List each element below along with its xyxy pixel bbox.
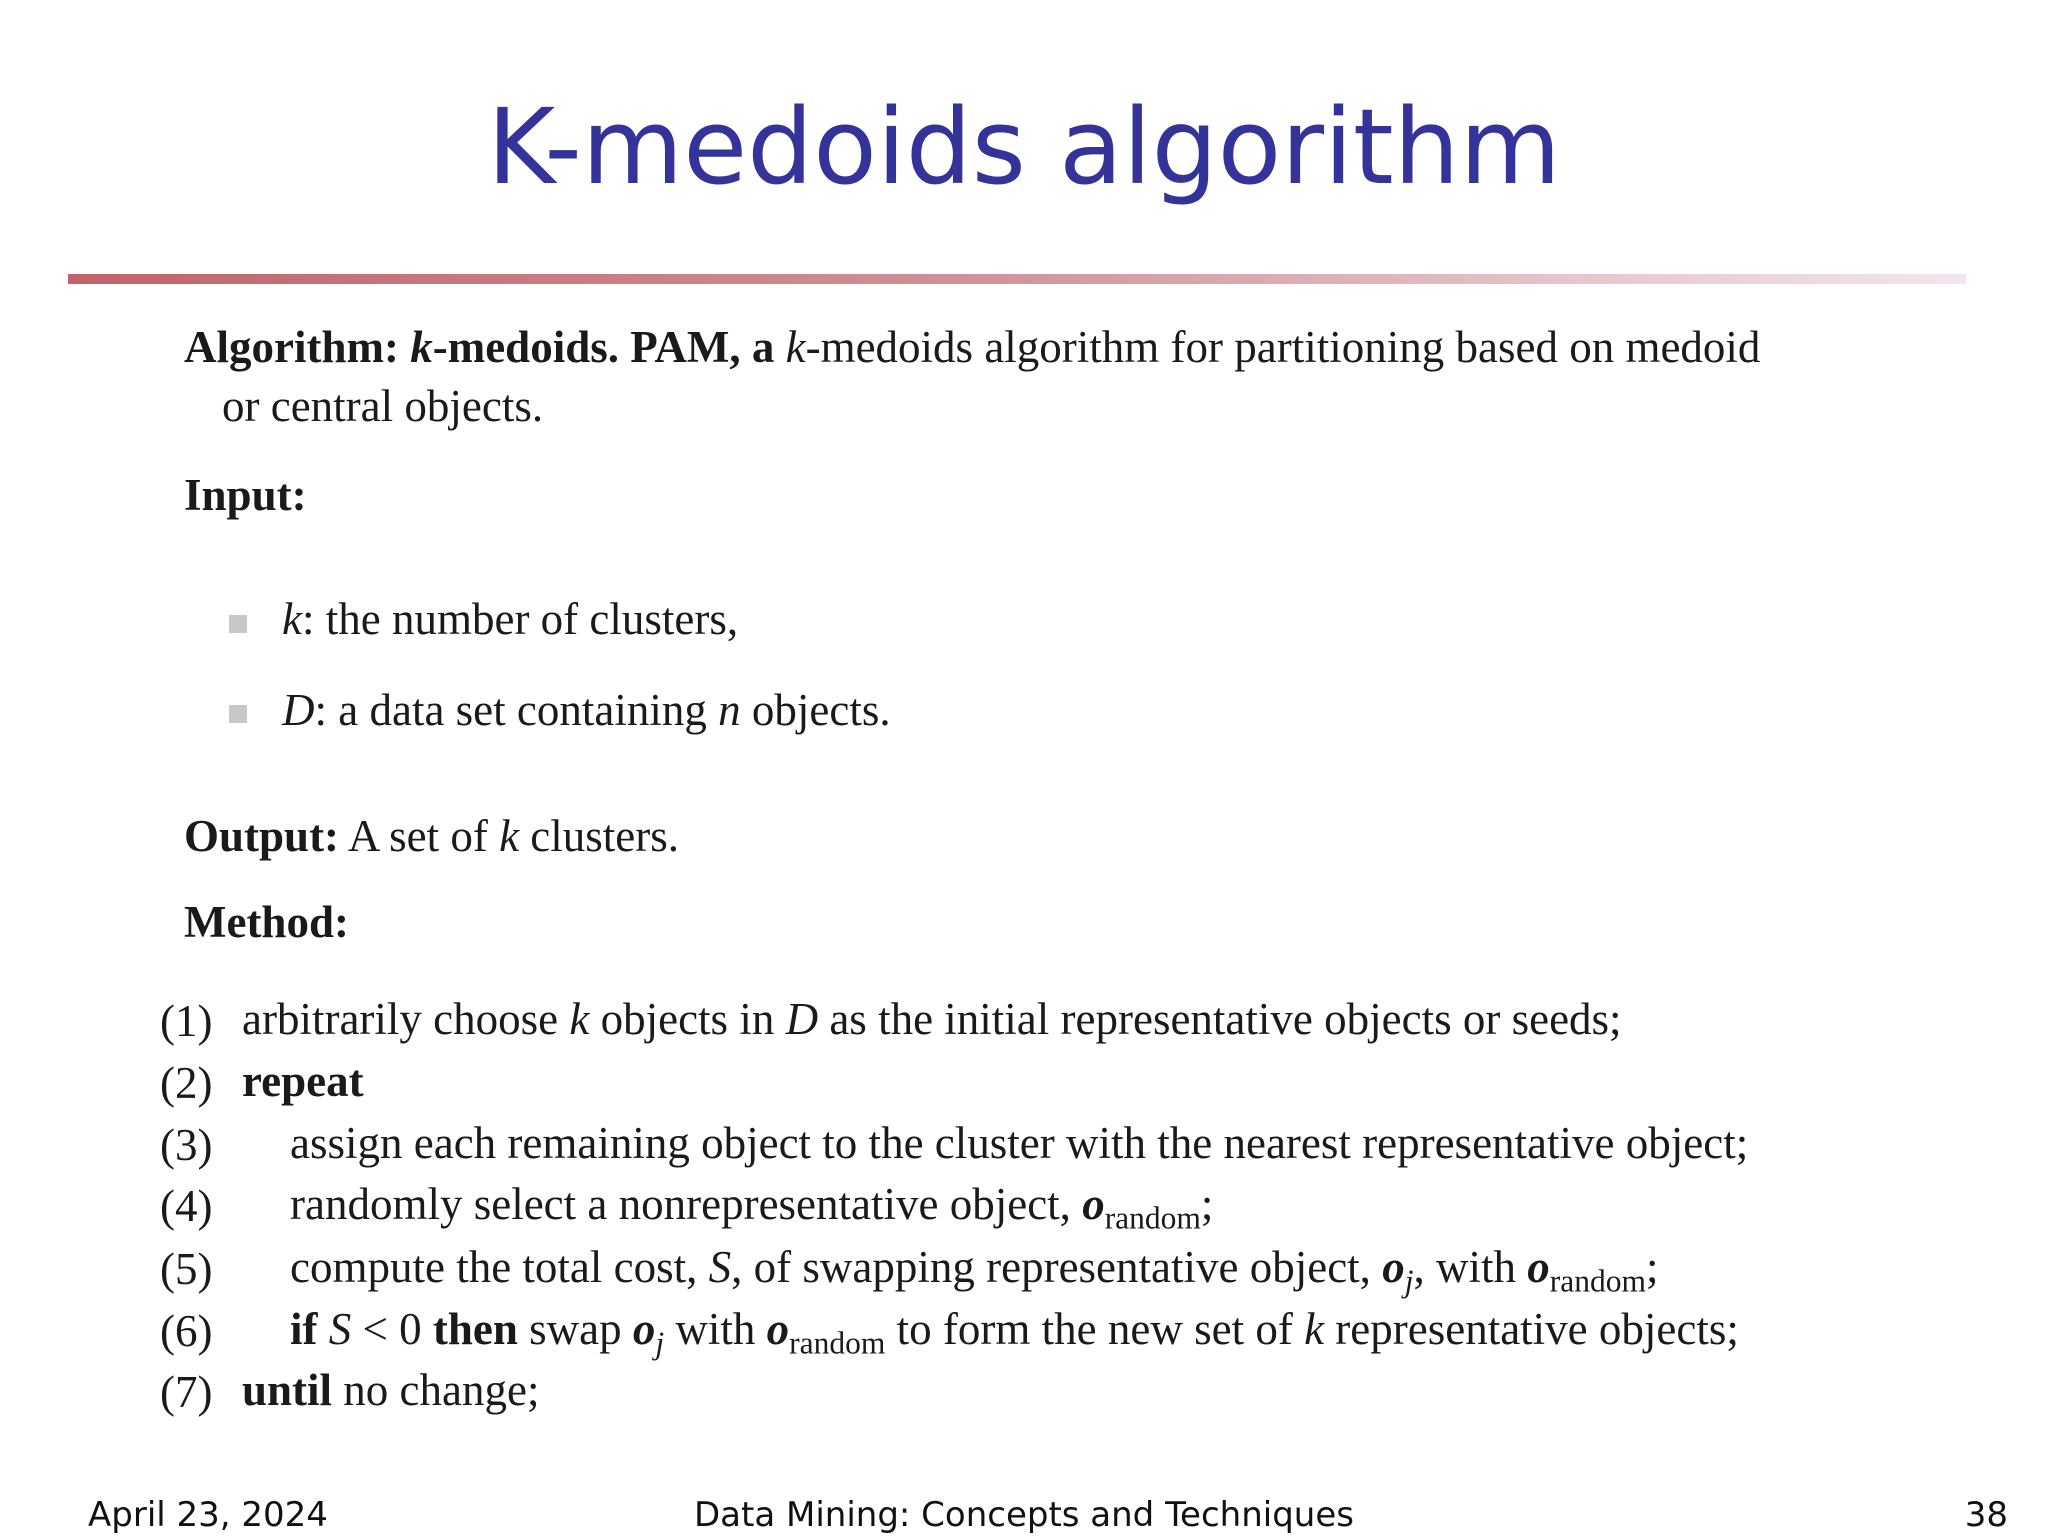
- keyword-then: then: [432, 1304, 518, 1354]
- step-text: < 0: [351, 1304, 433, 1354]
- step-number: (7): [160, 1367, 213, 1417]
- algorithm-heading: [184, 323, 1760, 373]
- heading-part: -medoids. PAM, a: [432, 322, 786, 372]
- var-s: S: [328, 1304, 352, 1354]
- output-text: A set of: [339, 811, 500, 861]
- var-k: k: [499, 811, 520, 861]
- input-text: objects.: [740, 685, 891, 735]
- input-text: : a data set containing: [314, 685, 719, 735]
- var-k: k: [282, 594, 302, 644]
- step-text: compute the total cost,: [290, 1242, 709, 1292]
- step-4: [290, 1179, 1214, 1236]
- step-2: [242, 1057, 364, 1107]
- var-s: S: [708, 1242, 732, 1292]
- step-7: [242, 1366, 539, 1416]
- bullet-square-icon: [229, 615, 247, 633]
- step-text: swap: [517, 1304, 633, 1354]
- subscript-random: random: [1104, 1200, 1201, 1236]
- footer-date: April 23, 2024: [88, 1495, 328, 1535]
- keyword-if: if: [290, 1304, 318, 1354]
- step-text: , with: [1413, 1242, 1528, 1292]
- output-text: clusters.: [519, 811, 680, 861]
- var-d: D: [785, 994, 819, 1044]
- method-label: Method:: [184, 897, 349, 947]
- var-o: o: [1382, 1242, 1405, 1292]
- step-number: (6): [160, 1306, 213, 1356]
- step-text: ;: [1645, 1242, 1659, 1292]
- subscript-random: random: [1549, 1263, 1646, 1299]
- footer-course: Data Mining: Concepts and Techniques: [694, 1495, 1354, 1535]
- keyword-repeat: repeat: [242, 1056, 364, 1106]
- input-text: : the number of clusters,: [301, 594, 739, 644]
- var-o: o: [632, 1304, 656, 1354]
- step-3: assign each remaining object to the cluster with the nearest representative object;: [290, 1118, 1749, 1168]
- var-k: k: [785, 322, 806, 372]
- step-6: [290, 1304, 1739, 1361]
- step-number: (3): [160, 1120, 213, 1170]
- keyword-until: until: [242, 1365, 333, 1415]
- step-text: representative objects;: [1324, 1304, 1739, 1354]
- input-item: [282, 686, 891, 736]
- var-o: o: [766, 1304, 790, 1354]
- var-o: o: [1082, 1179, 1105, 1229]
- subscript-random: random: [789, 1325, 886, 1361]
- step-text: as the initial representative objects or seeds;: [818, 994, 1622, 1044]
- step-text: with: [664, 1304, 767, 1354]
- step-number: (5): [160, 1244, 213, 1294]
- step-1: [242, 995, 1622, 1045]
- input-item: [282, 595, 738, 645]
- step-text: arbitrarily choose: [242, 994, 570, 1044]
- var-d: D: [282, 685, 315, 735]
- algorithm-label: Algorithm:: [184, 322, 399, 372]
- var-n: n: [718, 685, 741, 735]
- subscript-j: j: [1404, 1263, 1414, 1299]
- step-text: randomly select a nonrepresentative object,: [290, 1179, 1083, 1229]
- step-number: (2): [160, 1058, 213, 1108]
- algorithm-heading-continued: or central objects.: [222, 381, 544, 431]
- output-line: [184, 812, 679, 862]
- step-text: to form the new set of: [885, 1304, 1305, 1354]
- bullet-square-icon: [229, 705, 247, 723]
- step-text: , of swapping representative object,: [731, 1242, 1383, 1292]
- input-label: Input:: [184, 470, 307, 520]
- title-divider: [68, 274, 1966, 284]
- var-k: k: [569, 994, 590, 1044]
- step-number: (1): [160, 996, 213, 1046]
- subscript-j: j: [655, 1325, 665, 1361]
- var-o: o: [1527, 1242, 1550, 1292]
- step-text: ;: [1200, 1179, 1214, 1229]
- output-label: Output:: [184, 811, 340, 861]
- var-k: k: [1304, 1304, 1325, 1354]
- heading-part: -medoids algorithm for partitioning based on medoid: [805, 322, 1761, 372]
- step-text: objects in: [589, 994, 786, 1044]
- var-k: k: [410, 322, 433, 372]
- footer-page-number: 38: [1964, 1495, 2008, 1535]
- step-5: [290, 1242, 1659, 1299]
- slide-title: K-medoids algorithm: [487, 86, 1561, 208]
- step-number: (4): [160, 1181, 213, 1231]
- step-text: no change;: [332, 1365, 540, 1415]
